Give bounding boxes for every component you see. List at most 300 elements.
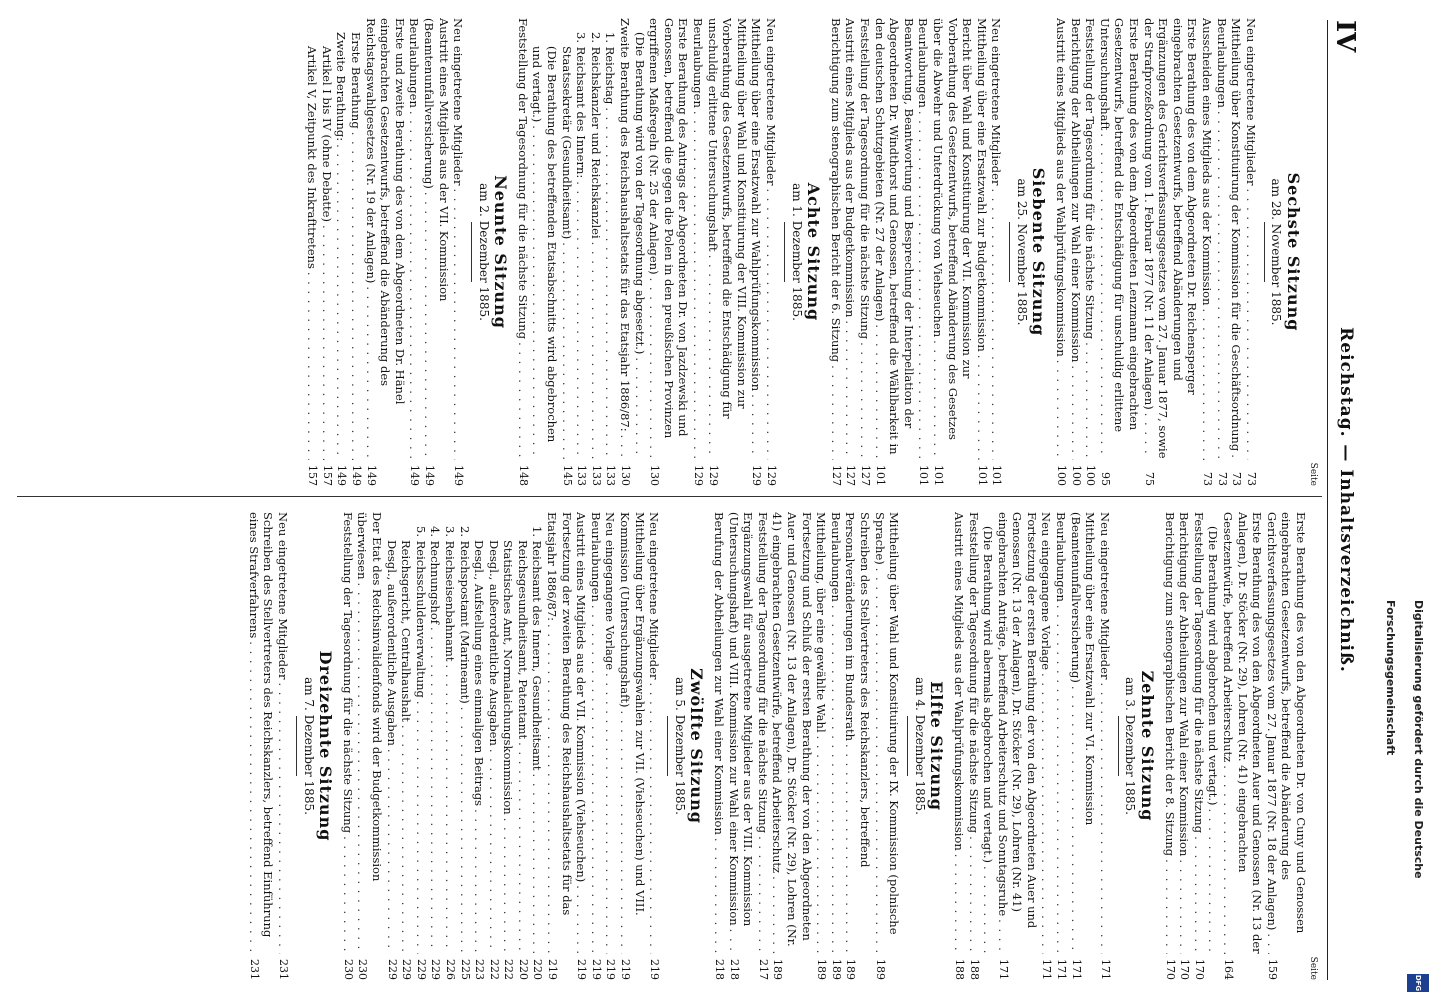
toc-entry-text: Feststellung der Tagesordnung für die nächste Sitzung [516, 18, 530, 342]
toc-entry-text-wrap [1220, 512, 1264, 954]
toc-entry-text-wrap [843, 512, 872, 954]
toc-entry-text: Beurlaubungen [916, 18, 930, 111]
toc-entry-page: 229 [413, 954, 428, 980]
toc-entry [1191, 512, 1206, 980]
toc-entry-text: Zweite Berathung des Reichshaushaltsetats für das Etatsjahr 1886/87: [618, 18, 632, 435]
toc-entry-text: Beantwortung, Beantwortung und Besprechung der Interpellation der Abgeordneten Dr. Windthorst und Genossen, betreffend die Wählbarkeit in den deutschen Schutzgebieten (Nr. 27 der Anlagen) [872, 18, 916, 455]
toc-entry-text-wrap [711, 512, 726, 954]
toc-entry [545, 512, 574, 980]
session-date: am 4. Dezember 1885. [912, 677, 927, 815]
session-heading [1118, 512, 1158, 980]
toc-entry-page: 188 [966, 954, 981, 980]
toc-entry-page: 129 [705, 460, 720, 486]
toc-entry-text: Feststellung der Tagesordnung für die nächste Sitzung [1083, 18, 1097, 342]
toc-entry [363, 18, 407, 486]
toc-entry-text-wrap [1191, 512, 1206, 954]
toc-entry-page: 219 [574, 954, 589, 980]
toc-entry-page: 222 [486, 954, 501, 980]
session-rule [471, 222, 472, 282]
toc-entry-page: 129 [749, 460, 764, 486]
toc-entry-text: Austritt eines Mitglieds aus der Wahlprüfungskommission [952, 512, 966, 854]
session-date: am 25. November 1885. [1014, 178, 1029, 326]
toc-entry-text-wrap [1177, 512, 1192, 954]
toc-entry-text: Erste und zweite Berathung des von dem Abgeordneten Dr. Hänel eingebrachten Gesetzentwurfs, betreffend die Abänderung des Reichstagswahlgesetzes (Nr. 19 der Anlagen) [363, 18, 407, 405]
toc-entry-text: Feststellung der Tagesordnung für die nächste Sitzung [967, 512, 981, 836]
toc-entry-text: Reichsgesundheitsamt, Patentamt [516, 540, 530, 742]
toc-entry-text-wrap [966, 512, 981, 954]
session-date: am 7. Dezember 1885. [301, 677, 316, 815]
toc-entry [588, 512, 603, 980]
toc-entry-text: Feststellung der Tagesordnung für die nächste Sitzung [1192, 512, 1206, 836]
toc-entry [530, 18, 559, 486]
toc-entry-page: 229 [399, 954, 414, 980]
toc-entry-page: 219 [617, 954, 632, 980]
toc-entry-text-wrap [770, 512, 814, 954]
toc-entry-text: Mittheilung über eine Ersatzwahl zur VI. Kommission (Beamtenunfallversicherung) [1068, 512, 1098, 826]
toc-entry-text: Beurlaubungen [407, 18, 421, 111]
toc-entry-text: Neu eingegangene Vorlage [603, 512, 617, 673]
toc-entry-page: 171 [995, 954, 1010, 980]
toc-entry-text-wrap [340, 512, 355, 954]
toc-entry-text-wrap [384, 512, 399, 954]
toc-entry-page: 127 [828, 460, 843, 486]
toc-entry [1054, 512, 1069, 980]
toc-entry-text-wrap [647, 18, 691, 460]
toc-entry [603, 18, 618, 486]
toc-entry-text-wrap [442, 512, 457, 954]
toc-entry-page: 101 [930, 460, 945, 486]
toc-entry [355, 512, 384, 980]
toc-entry-text-wrap [872, 512, 901, 954]
toc-entry-text: Fortsetzung der zweiten Berathung des Reichshaushaltsetats für das Etatsjahr 1886/87: [545, 512, 574, 916]
toc-entry-text: Artikel V, Zeitpunkt des Inkrafttretens [305, 46, 319, 272]
toc-entry-text: Fortsetzung der ersten Berathung der von den Abgeordneten Auer und Genossen (Nr. 13 der Anlagen), Dr. Stöcker (Nr. 29), Lohren (Nr. 41) eingebrachten Anträge, betreffend Arbeiterschutz und Sonntagsruhe [995, 512, 1039, 929]
toc-entry-text: Mittheilung über Ergänzungswahlen zur VII. (Viehseuchen) und VIII. Kommission (Untersuchungshaft) [618, 512, 647, 916]
toc-entry-page: 133 [603, 460, 618, 486]
toc-entry [1162, 512, 1177, 980]
toc-entry-text: Mittheilung über Wahl und Konstituirung der VIII. Kommission zur Vorberathung des Gesetzentwurfs, betreffend die Entschädigung für unschuldig erlittene Untersuchungshaft [705, 18, 749, 419]
toc-entry-page: 127 [857, 460, 872, 486]
toc-entry-text: (Die Berathung des betreffenden Etatsabschnitts wird abgebrochen und vertagt.) [530, 46, 560, 443]
toc-entry-text: 1. Reichstag [603, 32, 617, 107]
toc-entry-text-wrap [1097, 18, 1141, 460]
toc-entry-text-wrap [275, 512, 290, 954]
toc-entry-text-wrap [319, 18, 334, 460]
session-rule [667, 716, 668, 776]
session-title: Neunte Sitzung [491, 175, 511, 329]
toc-entry [246, 512, 275, 980]
toc-entry-text-wrap [755, 512, 770, 954]
toc-entry-text: Schreiben des Stellvertreters des Reichskanzlers, betreffend Einführung eines Strafverfahrens [246, 512, 276, 938]
toc-entry [472, 512, 487, 980]
toc-entry [384, 512, 399, 980]
toc-entry [588, 18, 603, 486]
toc-entry-text: Beurlaubungen [589, 512, 603, 605]
toc-entry [319, 18, 334, 486]
toc-entry [1068, 18, 1083, 486]
toc-entry-text-wrap [857, 18, 872, 460]
toc-entry-text-wrap [1206, 512, 1221, 954]
session-heading [667, 512, 707, 980]
toc-entry-text-wrap [814, 512, 829, 954]
toc-entry-page: 130 [647, 460, 662, 486]
session-rule [296, 716, 297, 776]
toc-entry-text: Staatssekretär (Gesundheitsamt) [560, 46, 574, 242]
toc-entry-text: Beurlaubungen [829, 512, 843, 605]
toc-entry-text: Erste Berathung des von den Abgeordneten Dr. von Cuny und Genossen eingebrachten Gesetzentwurfs, betreffend die Abänderung des Gerichtsverfassungsgesetzes vom 27. Januar 1877 (Nr. 18 der Anlagen) [1264, 512, 1308, 934]
toc-entry-page: 75 [1141, 460, 1156, 486]
toc-entry-text: Neu eingetretene Mitglieder [647, 512, 661, 682]
toc-entry [632, 18, 647, 486]
toc-entry-text-wrap [989, 18, 1004, 460]
toc-entry-text: 3. Reichsamt des Innern: [574, 32, 588, 181]
toc-entry-page: 149 [348, 460, 363, 486]
toc-entry [1097, 512, 1112, 980]
toc-entry-text-wrap [501, 512, 516, 954]
session-heading [296, 512, 336, 980]
toc-entry-page: 129 [763, 460, 778, 486]
toc-entry-text-wrap [421, 18, 450, 460]
toc-entry [451, 18, 466, 486]
toc-entry-text-wrap [515, 512, 530, 954]
toc-entry [1264, 512, 1308, 980]
toc-entry-text-wrap [916, 18, 931, 460]
toc-entry [705, 18, 749, 486]
toc-entry-text: Neu eingetretene Mitglieder [1244, 18, 1258, 188]
toc-entry-text: Berichtigung zum stenographischen Bericht der 6. Sitzung [829, 18, 843, 365]
toc-entry-text: Neu eingetretene Mitglieder [764, 18, 778, 188]
page-number: IV [1330, 20, 1360, 53]
toc-entry-page: 171 [1039, 954, 1054, 980]
toc-entry [989, 18, 1004, 486]
toc-entry-text-wrap [1083, 18, 1098, 460]
toc-entry-text: Der Etat des Reichsinvalidenfonds wird der Budgetkommission überwiesen [355, 512, 384, 882]
toc-entry-text: Erste Berathung [349, 32, 363, 132]
toc-entry-text-wrap [1264, 512, 1308, 954]
session-title: Achte Sitzung [804, 182, 824, 322]
seite-label: Seite [1308, 956, 1318, 980]
toc-entry-page: 73 [1229, 460, 1244, 486]
column-divider [17, 496, 1322, 497]
toc-entry-page: 145 [559, 460, 574, 486]
toc-entry-text-wrap [399, 512, 414, 954]
toc-entry [334, 18, 349, 486]
toc-entry [974, 18, 989, 486]
toc-entry-page: 218 [726, 954, 741, 980]
toc-entry [1199, 18, 1214, 486]
toc-entry-text: Zweite Berathung: [334, 32, 348, 144]
toc-entry [1177, 512, 1192, 980]
toc-entry-text-wrap [690, 18, 705, 460]
toc-entry-text: Austritt eines Mitglieds aus der Budgetkommission [843, 18, 857, 320]
toc-entry-text-wrap [647, 512, 662, 954]
toc-entry [755, 512, 770, 980]
toc-entry [951, 512, 966, 980]
toc-entry-page: 230 [340, 954, 355, 980]
toc-entry-text: Mittheilung über Konstituirung der Kommission für die Geschäftsordnung [1229, 18, 1243, 454]
toc-entry-text: Neu eingetretene Mitglieder [989, 18, 1003, 188]
toc-entry [857, 18, 872, 486]
toc-entry-text: Beurlaubungen [1215, 18, 1229, 111]
seite-label: Seite [1308, 462, 1318, 486]
toc-entry-text-wrap [363, 18, 407, 460]
session-heading [907, 512, 947, 980]
toc-entry-text-wrap [981, 512, 996, 954]
toc-entry-page: 101 [989, 460, 1004, 486]
toc-entry-page: 149 [451, 460, 466, 486]
toc-entry-text-wrap [951, 512, 966, 954]
toc-entry-text: Erste Berathung des Antrags der Abgeordneten Dr. von Jazdzewski und Genossen, betreffend die gegen die Polen in den preußischen Provinzen ergriffenen Maßregeln (Nr. 25 der Anlagen) [647, 18, 691, 439]
toc-entry-text: Feststellung der Tagesordnung für die nächste Sitzung [341, 512, 355, 836]
toc-entry [515, 18, 530, 486]
toc-entry-page: 222 [501, 954, 516, 980]
toc-entry-text: Neu eingetretene Mitglieder [276, 512, 290, 682]
toc-entry-text: Feststellung der Tagesordnung für die nächste Sitzung [858, 18, 872, 342]
toc-entry [1243, 18, 1258, 486]
toc-entry-text-wrap [530, 512, 545, 954]
toc-entry-page: 171 [1097, 954, 1112, 980]
toc-entry-text: 2. Reichspostamt (Marineamt) [458, 526, 472, 707]
toc-entry-text-wrap [974, 18, 989, 460]
toc-entry-page: 189 [814, 954, 829, 980]
toc-entry-text: Mittheilung über eine Ersatzwahl zur Budgetkommission [975, 18, 989, 355]
toc-entry-page: 73 [1243, 460, 1258, 486]
toc-entry-page: 218 [711, 954, 726, 980]
toc-entry-text-wrap [515, 18, 530, 460]
toc-entry-text-wrap [995, 512, 1039, 954]
toc-entry-text-wrap [617, 18, 632, 460]
session-heading [1264, 18, 1303, 486]
toc-entry-text: Mittheilung, über eine gewählte Wahl [814, 512, 828, 736]
toc-entry-text-wrap [726, 512, 755, 954]
toc-entry [763, 18, 778, 486]
session-title: Zehnte Sitzung [1138, 670, 1158, 822]
toc-entry-text-wrap [872, 18, 916, 460]
toc-entry-text-wrap [1068, 512, 1097, 954]
toc-entry-text-wrap [828, 512, 843, 954]
toc-entry-text-wrap [1097, 512, 1112, 954]
toc-entry-text: Ergänzungswahl für ausgetretene Mitglieder aus der VIII. Kommission (Untersuchungshaft) und VIII. Kommission zur Wahl einer Kommission [727, 512, 756, 929]
toc-entry [340, 512, 355, 980]
toc-entry-page: 189 [843, 954, 858, 980]
toc-entry-text: Bericht über Wahl und Konstituirung der VII. Kommission zur Vorberathung des Gesetzentwurfs, betreffend Abänderung des Gesetzes über die Abwehr und Unterdrückung von Viehseuchen [930, 18, 975, 440]
toc-entry-page: 73 [1214, 460, 1229, 486]
session-heading [1009, 18, 1049, 486]
toc-entry-text-wrap [574, 512, 589, 954]
toc-entry-page: 189 [828, 954, 843, 980]
toc-entry-text: Artikel I bis IV (ohne Debatte) [320, 46, 334, 225]
toc-entry [749, 18, 764, 486]
toc-entry-page: 219 [603, 954, 618, 980]
session-date: am 2. Dezember 1885. [476, 183, 491, 321]
toc-entry-page: 223 [472, 954, 487, 980]
toc-entry [711, 512, 726, 980]
session-title: Sechste Sitzung [1284, 172, 1303, 332]
toc-entry [995, 512, 1039, 980]
toc-entry [872, 18, 916, 486]
toc-entry-page: 225 [457, 954, 472, 980]
toc-entry [617, 18, 632, 486]
toc-entry-page: 188 [951, 954, 966, 980]
session-date: am 3. Dezember 1885. [1123, 677, 1138, 815]
toc-entry-text-wrap [486, 512, 501, 954]
toc-entry-text-wrap [588, 512, 603, 954]
toc-entry-text: Austritt eines Mitglieds aus der VII. Kommission (Beamtenunfallversicherung) [421, 18, 451, 302]
toc-entry-text-wrap [472, 512, 487, 954]
toc-entry-text-wrap [457, 512, 472, 954]
toc-entry-text-wrap [1162, 512, 1177, 954]
session-date: am 1. Dezember 1885. [789, 183, 804, 321]
toc-entry-text-wrap [617, 512, 646, 954]
toc-entry-page: 157 [305, 460, 320, 486]
toc-entry [530, 512, 545, 980]
toc-entry-text: 5. Reichsschuldenverwaltung [414, 526, 428, 701]
toc-entry-text: Desgl., Aufstellung eines einmaligen Beitrags [472, 540, 486, 809]
toc-entry-text-wrap [632, 18, 647, 460]
toc-entry-text: 3. Reichseisenbahnamt [443, 526, 457, 665]
dfg-logo-icon: DFG [1407, 974, 1429, 992]
toc-entry-text: (Die Berathung wird abermals abgebrochen und vertagt.) [981, 526, 995, 866]
toc-entry-page: 231 [246, 954, 261, 980]
toc-entry-page: 230 [355, 954, 370, 980]
toc-entry [501, 512, 516, 980]
toc-entry-page: 189 [872, 954, 887, 980]
toc-entry-page: 220 [530, 954, 545, 980]
toc-entry-text-wrap [355, 512, 384, 954]
toc-entry-text: Neu eingegangene Vorlage [1040, 512, 1054, 673]
toc-entry [1039, 512, 1054, 980]
toc-entry-page: 219 [588, 954, 603, 980]
toc-entry-page: 101 [974, 460, 989, 486]
toc-entry-text-wrap [603, 512, 618, 954]
toc-entry-page: 149 [421, 460, 436, 486]
toc-entry-page: 219 [545, 954, 560, 980]
toc-entry-page: 101 [872, 460, 887, 486]
toc-entry [603, 512, 618, 980]
toc-entry [1054, 18, 1069, 486]
toc-entry-text: Berichtigung der Abtheilungen zur Wahl einer Kommission [1069, 18, 1083, 365]
toc-entry [486, 512, 501, 980]
toc-entry-page: 148 [515, 460, 530, 486]
toc-entry-page: 170 [1191, 954, 1206, 980]
toc-entry-page: 100 [1068, 460, 1083, 486]
toc-entry-text-wrap [763, 18, 778, 460]
toc-entry-page: 130 [617, 460, 632, 486]
toc-entry-text: Desgl., außerordentliche Ausgaben [487, 540, 501, 749]
toc-entry-text: Fortsetzung und Schluß der ersten Berathung der von den Abgeordneten Auer und Genossen (Nr. 13 der Anlagen), Dr. Stöcker (Nr. 29), Lohren (Nr. 41) eingebrachten Gesetzentwürfe, betreffend Arbeiterschutz [770, 512, 814, 947]
toc-entry-text-wrap [749, 18, 764, 460]
toc-entry-page: 73 [1199, 460, 1214, 486]
toc-entry [828, 512, 843, 980]
toc-entry-text: Austritt eines Mitglieds aus der VII. Kommission (Viehseuchen) [574, 512, 588, 885]
toc-entry-text-wrap [413, 512, 428, 954]
toc-entry-text: Erste Berathung des von dem Abgeordneten Dr. Reichensperger eingebrachten Gesetzentwurfs, betreffend Abänderungen und Ergänzungen des Gerichtsverfassungsgesetzes vom 27. Januar 1877, sowie der Strafprozeßordnung vom 1. Februar 1877 (Nr. 11 der Anlagen) [1141, 18, 1200, 459]
toc-entry [574, 18, 589, 486]
toc-entry-page: 101 [916, 460, 931, 486]
toc-entry [348, 18, 363, 486]
toc-entry-text-wrap [603, 18, 618, 460]
toc-entry [1220, 512, 1264, 980]
toc-entry-text: Reichsgericht, Centralhaushalt [399, 540, 413, 725]
funding-credit: Digitalisierung gefördert durch die Deutsche Forschungsgemeinschaft [1384, 600, 1425, 879]
toc-entry-page: 127 [843, 460, 858, 486]
left-column [15, 18, 1320, 486]
toc-entry-page: 164 [1220, 954, 1235, 980]
toc-entry-text-wrap [559, 18, 574, 460]
toc-entry [647, 18, 691, 486]
toc-entry-text: Neu eingetretene Mitglieder [451, 18, 465, 188]
toc-entry-page: 149 [407, 460, 422, 486]
toc-entry [981, 512, 996, 980]
toc-entry-text-wrap [705, 18, 749, 460]
toc-entry-text-wrap [334, 18, 349, 460]
toc-entry-page: 220 [515, 954, 530, 980]
toc-entry-page: 226 [442, 954, 457, 980]
toc-entry [457, 512, 472, 980]
toc-entry-page: 229 [384, 954, 399, 980]
toc-entry-page: 170 [1162, 954, 1177, 980]
footer-strip [1384, 0, 1432, 1000]
page-title: Reichstag. — Inhaltsverzeichniß. [1336, 327, 1356, 673]
toc-entry [442, 512, 457, 980]
toc-entry-page: 95 [1097, 460, 1112, 486]
toc-entry-page: 171 [1054, 954, 1069, 980]
toc-entry-text-wrap [348, 18, 363, 460]
toc-entry-text-wrap [1243, 18, 1258, 460]
toc-entry [1083, 18, 1098, 486]
toc-entry-text-wrap [451, 18, 466, 460]
session-date: am 28. November 1885. [1269, 178, 1284, 326]
session-title: Zwölfte Sitzung [687, 668, 707, 824]
toc-entry [726, 512, 755, 980]
toc-entry-text-wrap [1068, 18, 1083, 460]
toc-entry-text-wrap [1039, 512, 1054, 954]
right-column [15, 512, 1320, 980]
toc-entry-page: 170 [1177, 954, 1192, 980]
toc-entry-text-wrap [1141, 18, 1199, 460]
toc-entry [770, 512, 814, 980]
toc-entry [305, 18, 320, 486]
toc-entry [814, 512, 829, 980]
toc-entry-page: 129 [690, 460, 705, 486]
toc-entry [1229, 18, 1244, 486]
toc-entry-text: 2. Reichskanzler und Reichskanzlei [589, 32, 603, 242]
toc-entry [843, 512, 872, 980]
toc-entry-text-wrap [1054, 18, 1069, 460]
toc-entry [617, 512, 646, 980]
toc-entry-text-wrap [246, 512, 275, 954]
toc-entry-text-wrap [1054, 512, 1069, 954]
toc-entry [1206, 512, 1221, 980]
session-rule [1118, 716, 1119, 776]
toc-entry-text: Schreiben des Stellvertreters des Reichskanzlers, betreffend Personalveränderungen im Bundesrath [843, 512, 872, 868]
toc-entry-text-wrap [1199, 18, 1214, 460]
toc-entry-text-wrap [930, 18, 974, 460]
toc-entry-text: Berichtigung zum stenographischen Bericht der 8. Sitzung [1163, 512, 1177, 859]
toc-entry-page: 217 [755, 954, 770, 980]
toc-entry-text-wrap [545, 512, 574, 954]
toc-entry [1141, 18, 1199, 486]
toc-entry [413, 512, 428, 980]
toc-entry-text-wrap [305, 18, 320, 460]
toc-entry [1097, 18, 1141, 486]
toc-entry-text-wrap [828, 18, 843, 460]
session-rule [1009, 222, 1010, 282]
toc-entry-text-wrap [1229, 18, 1244, 460]
toc-entry-text: Mittheilung über eine Ersatzwahl zur Wahlprüfungskommission [749, 18, 763, 394]
toc-entry-text: Berufung der Abtheilungen zur Wahl einer Kommission [712, 512, 726, 838]
toc-entry-page: 133 [574, 460, 589, 486]
